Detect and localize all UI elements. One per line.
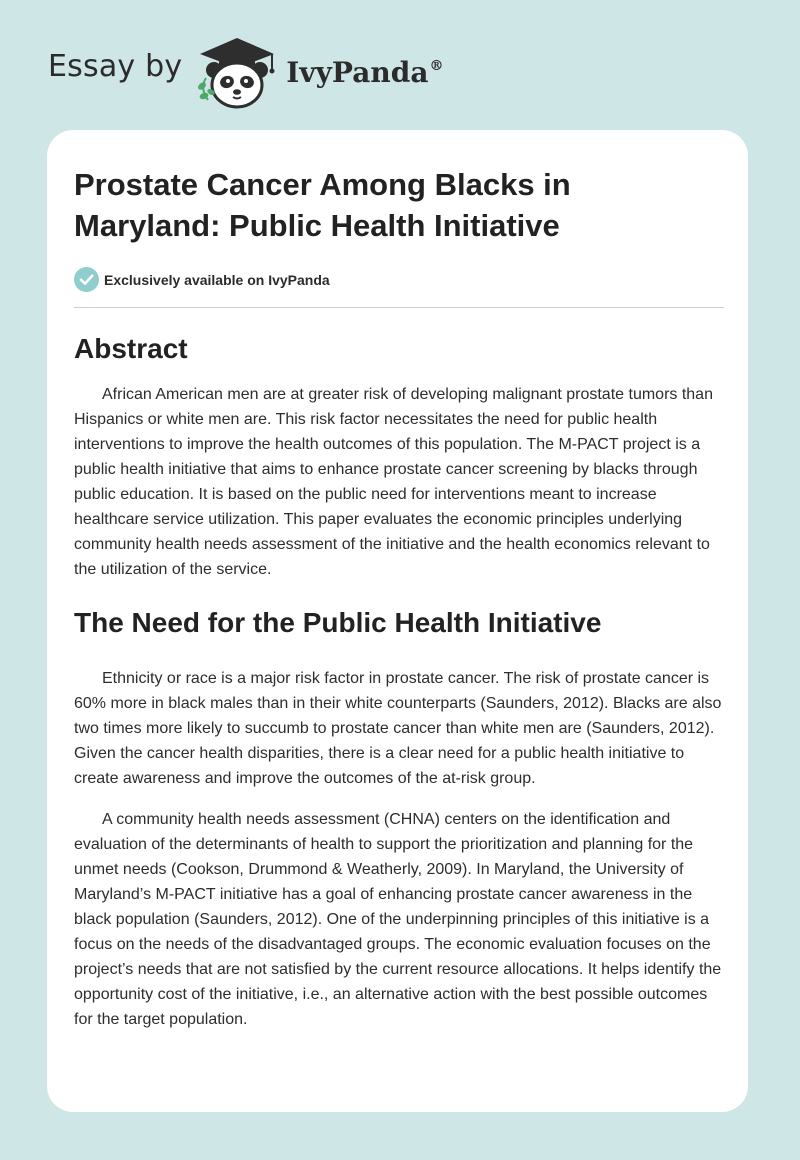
panda-graduate-icon <box>192 30 282 110</box>
exclusive-badge-text: Exclusively available on IvyPanda <box>104 271 330 288</box>
brand-header[interactable] <box>48 30 443 110</box>
section-heading-need: The Need for the Public Health Initiative <box>74 607 602 638</box>
abstract-paragraph: African American men are at greater risk of developing malignant prostate tumors than Hispanics or white men are. This risk factor necessitates the need for public health interventions to improve the health outcomes of this population. The M-PACT project is a public health initiative that aims to enhance prostate cancer screening by blacks through public education. It is based on the public need for interventions meant to increase healthcare service utilization. This paper evaluates the economic principles underlying community health needs assessment of the initiative and the health economics relevant to the utilization of the service. <box>74 386 713 578</box>
registered-mark: ® <box>429 57 444 74</box>
essay-title: Prostate Cancer Among Blacks in Maryland: Public Health Initiative <box>74 167 571 243</box>
brand-name-text: IvyPanda <box>286 55 429 89</box>
need-paragraph-2: A community health needs assessment (CHNA) centers on the identification and evaluation of the determinants of health to support the prioritization and planning for the unmet needs (Cookson, Drummond & Weatherly, 2009). In Maryland, the University of Maryland’s M-PACT initiative has a goal of enhancing prostate cancer awareness in the black population (Saunders, 2012). One of the underpinning principles of this initiative is a focus on the needs of the disadvantaged groups. The economic evaluation focuses on the project’s needs that are not satisfied by the current resource allocations. It helps identify the opportunity cost of the initiative, i.e., an alternative action with the best possible outcomes for the target population. <box>74 811 722 1028</box>
essay-content <box>74 130 724 1032</box>
divider <box>74 307 724 308</box>
brand-name <box>286 56 443 89</box>
section-heading-abstract: Abstract <box>74 333 188 364</box>
brand-prefix: Essay by <box>48 48 183 84</box>
essay-card <box>47 130 748 1112</box>
check-circle-icon <box>74 267 99 292</box>
exclusive-badge <box>74 266 724 293</box>
need-paragraph-1: Ethnicity or race is a major risk factor in prostate cancer. The risk of prostate cancer is 60% more in black males than in their white counterparts (Saunders, 2012). Blacks are also two times more likely to succumb to prostate cancer than white men are (Saunders, 2012). Given the cancer health disparities, there is a clear need for a public health initiative to create awareness and improve the outcomes of the at-risk group. <box>74 670 722 787</box>
